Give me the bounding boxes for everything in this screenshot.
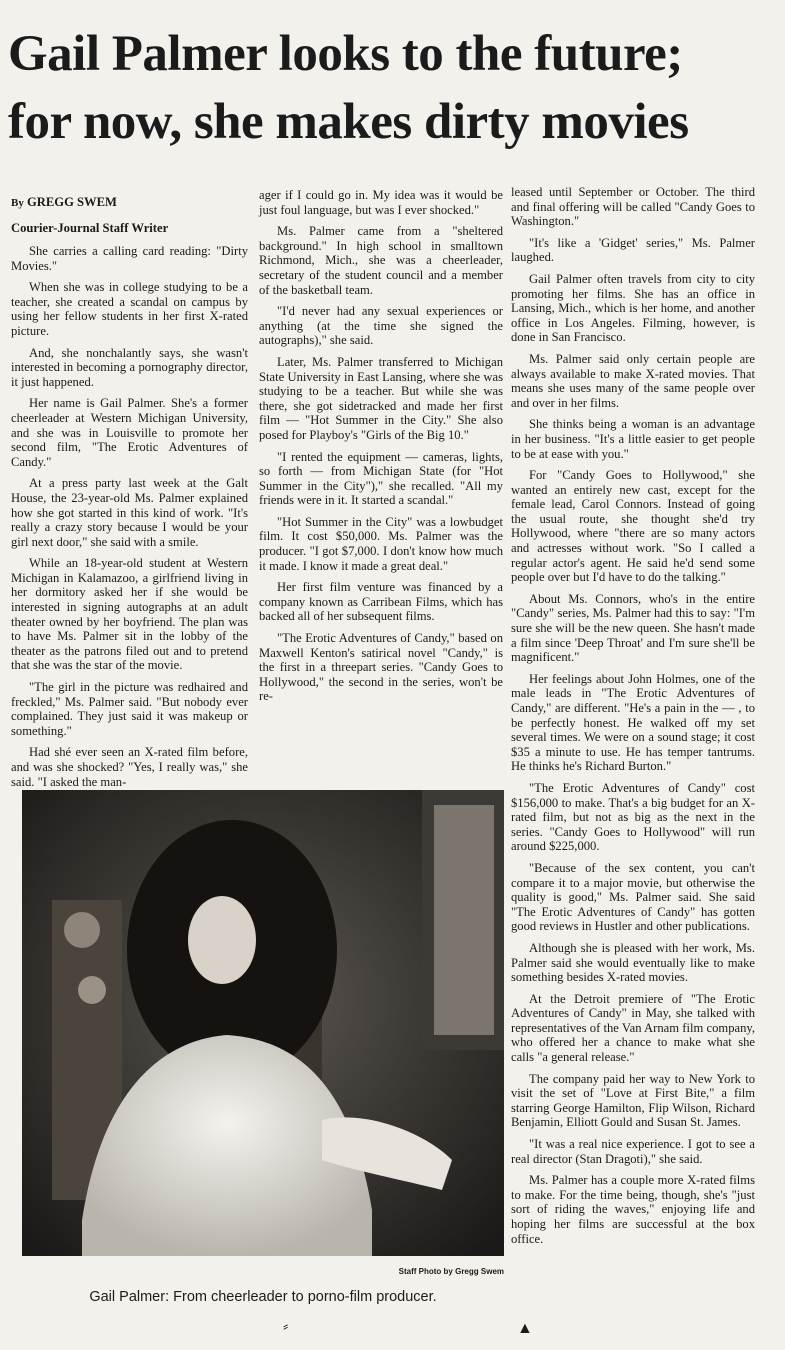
- print-mark: ▲: [517, 1320, 533, 1337]
- paragraph: "I rented the equipment — cameras, lights, so forth — from Michigan State (for "Hot Summer in the City")," she recalled. "All my friends were in it. It started a scandal.": [259, 449, 503, 508]
- paragraph: When she was in college studying to be a teacher, she created a scandal on campus by using her fellow students in her first X-rated picture.: [11, 280, 248, 338]
- headline-line-2: for now, she makes dirty movies: [8, 94, 689, 150]
- photo-illustration: [22, 790, 504, 1256]
- paragraph: Ms. Palmer has a couple more X-rated films to make. For the time being, though, she's "just sort of riding the waves," enjoying life and hoping her films are successful at the box office.: [511, 1173, 755, 1246]
- headline-line-1: Gail Palmer looks to the future;: [8, 26, 683, 82]
- byline-by: By: [11, 197, 24, 209]
- paragraph: "It was a real nice experience. I got to see a real director (Stan Dragoti)," she said.: [511, 1137, 755, 1166]
- paragraph: "Because of the sex content, you can't compare it to a major movie, but otherwise the quality is good," Ms. Palmer said. She said "The Erotic Adventures of Candy" has gotten good reviews in Hustler and other publications.: [511, 860, 755, 934]
- article-column-2: [259, 188, 503, 711]
- paragraph: "The Erotic Adventures of Candy" cost $156,000 to make. That's a big budget for an X-rated film, but not as big as the next in the series. "Candy Goes to Hollywood" will run around $225,000.: [511, 780, 755, 854]
- photo-credit: Staff Photo by Gregg Swem: [398, 1267, 504, 1276]
- paragraph: Ms. Palmer said only certain people are always available to make X-rated movies. That means she uses many of the same people over and over in her films.: [511, 351, 755, 410]
- paragraph: And, she nonchalantly says, she wasn't interested in becoming a pornography director, it just happened.: [11, 345, 248, 389]
- paragraph: She carries a calling card reading: "Dirty Movies.": [11, 244, 248, 273]
- paragraph: She thinks being a woman is an advantage in her business. "It's a little easier to get people to be at ease with you.": [511, 417, 755, 461]
- paragraph: Although she is pleased with her work, Ms. Palmer said she would eventually like to make something besides X-rated movies.: [511, 940, 755, 985]
- paragraph: "It's like a 'Gidget' series," Ms. Palmer laughed.: [511, 235, 755, 265]
- paragraph: Gail Palmer often travels from city to city promoting her films. She has an office in Lansing, Mich., which is her home, and another office in Los Angeles. Filming, however, is done in San Francisco.: [511, 271, 755, 345]
- paragraph: "The Erotic Adventures of Candy," based on Maxwell Kenton's satirical novel "Candy," is the first in a threepart series. "Candy Goes to Hollywood," the second in the series, won't be re-: [259, 631, 503, 704]
- paragraph: leased until September or October. The third and final offering will be called "Candy Goes to Washington.": [511, 185, 755, 229]
- paragraph: At a press party last week at the Galt House, the 23-year-old Ms. Palmer explained how she got started in this kind of work. "It's really a crazy story because I would be your girl next door," she said with a smile.: [11, 476, 248, 549]
- paragraph: While an 18-year-old student at Western Michigan in Kalamazoo, a girlfriend living in her dormitory asked her if she would be interested in signing autographs at an adult theater owned by her boyfriend. The plan was to have Ms. Palmer sit in the lobby of the theater as the patrons filed out and to pretend that she was the star of the movie.: [11, 556, 248, 673]
- byline: [11, 193, 248, 212]
- paragraph: Had shé ever seen an X-rated film before, and was she shocked? "Yes, I really was," she said. "I asked the man-: [11, 745, 248, 789]
- paragraph: For "Candy Goes to Hollywood," she wanted an entirely new cast, except for the female lead, Carol Connors. Instead of going the usual route, she thought she'd try Hollywood, where "there are so many actors and actresses without work. "So I called a regular actor's agent. He said he'd send some people over but I'd have to do the talking.": [511, 468, 755, 585]
- photo-gail-palmer: [22, 790, 504, 1256]
- print-mark: ⸗: [283, 1318, 289, 1335]
- paragraph: ager if I could go in. My idea was it would be just foul language, but was I ever shocked.": [259, 188, 503, 217]
- paragraph: At the Detroit premiere of "The Erotic Adventures of Candy" in May, she talked with representatives of the Van Arnam film company, who offered her a chance to make what she calls "a general release.": [511, 991, 755, 1065]
- byline-author: GREGG SWEM: [27, 195, 117, 209]
- paragraph: About Ms. Connors, who's in the entire "Candy" series, Ms. Palmer had this to say: "I'm sure she will be the new queen. She hasn't made a film since 'Deep Throat' and I'm sure she'll be magnificent.": [511, 591, 755, 665]
- paragraph: Ms. Palmer came from a "sheltered background." In high school in smalltown Richmond, Mich., she was a cheerleader, secretary of the student council and a member of the basketball team.: [259, 224, 503, 297]
- article-column-3: [511, 185, 755, 1253]
- paragraph: "I'd never had any sexual experiences or anything (at the time she signed the autographs)," she said.: [259, 304, 503, 348]
- paragraph: "Hot Summer in the City" was a lowbudget film. It cost $50,000. Ms. Palmer was the producer. "I got $7,000. I don't know how much it made. I know it made a great deal.": [259, 514, 503, 573]
- paragraph: Later, Ms. Palmer transferred to Michigan State University in East Lansing, where she was studying to be a teacher. But while she was there, she got sidetracked and made her first film — "Hot Summer in the City." She also posed for Playboy's "Girls of the Big 10.": [259, 354, 503, 442]
- col1-paragraphs: [11, 244, 248, 789]
- headline: [8, 20, 780, 156]
- byline-org: Courier-Journal Staff Writer: [11, 221, 169, 235]
- paragraph: "The girl in the picture was redhaired and freckled," Ms. Palmer said. "But nobody ever complained. They just said it was makeup or something.": [11, 680, 248, 738]
- paragraph: The company paid her way to New York to visit the set of "Love at First Bite," a film starring George Hamilton, Flip Wilson, Richard Benjamin, Elliott Gould and Susan St. James.: [511, 1071, 755, 1130]
- photo-caption: Gail Palmer: From cheerleader to porno-film producer.: [89, 1289, 437, 1305]
- paragraph: Her name is Gail Palmer. She's a former cheerleader at Western Michigan University, and she was in Louisville to promote her second film, "The Erotic Adventures of Candy.": [11, 396, 248, 469]
- article-column-1: [11, 193, 248, 796]
- paragraph: Her feelings about John Holmes, one of the male leads in "The Erotic Adventures of Candy," are different. "He's a pain in the — , to be perfectly honest. He walked off my set several times. We were on a sound stage; it cost $35 a minute to use. He has temper tantrums. He thinks he's Richard Burton.": [511, 671, 755, 774]
- paragraph: Her first film venture was financed by a company known as Carribean Films, which has backed all of her subsequent films.: [259, 580, 503, 624]
